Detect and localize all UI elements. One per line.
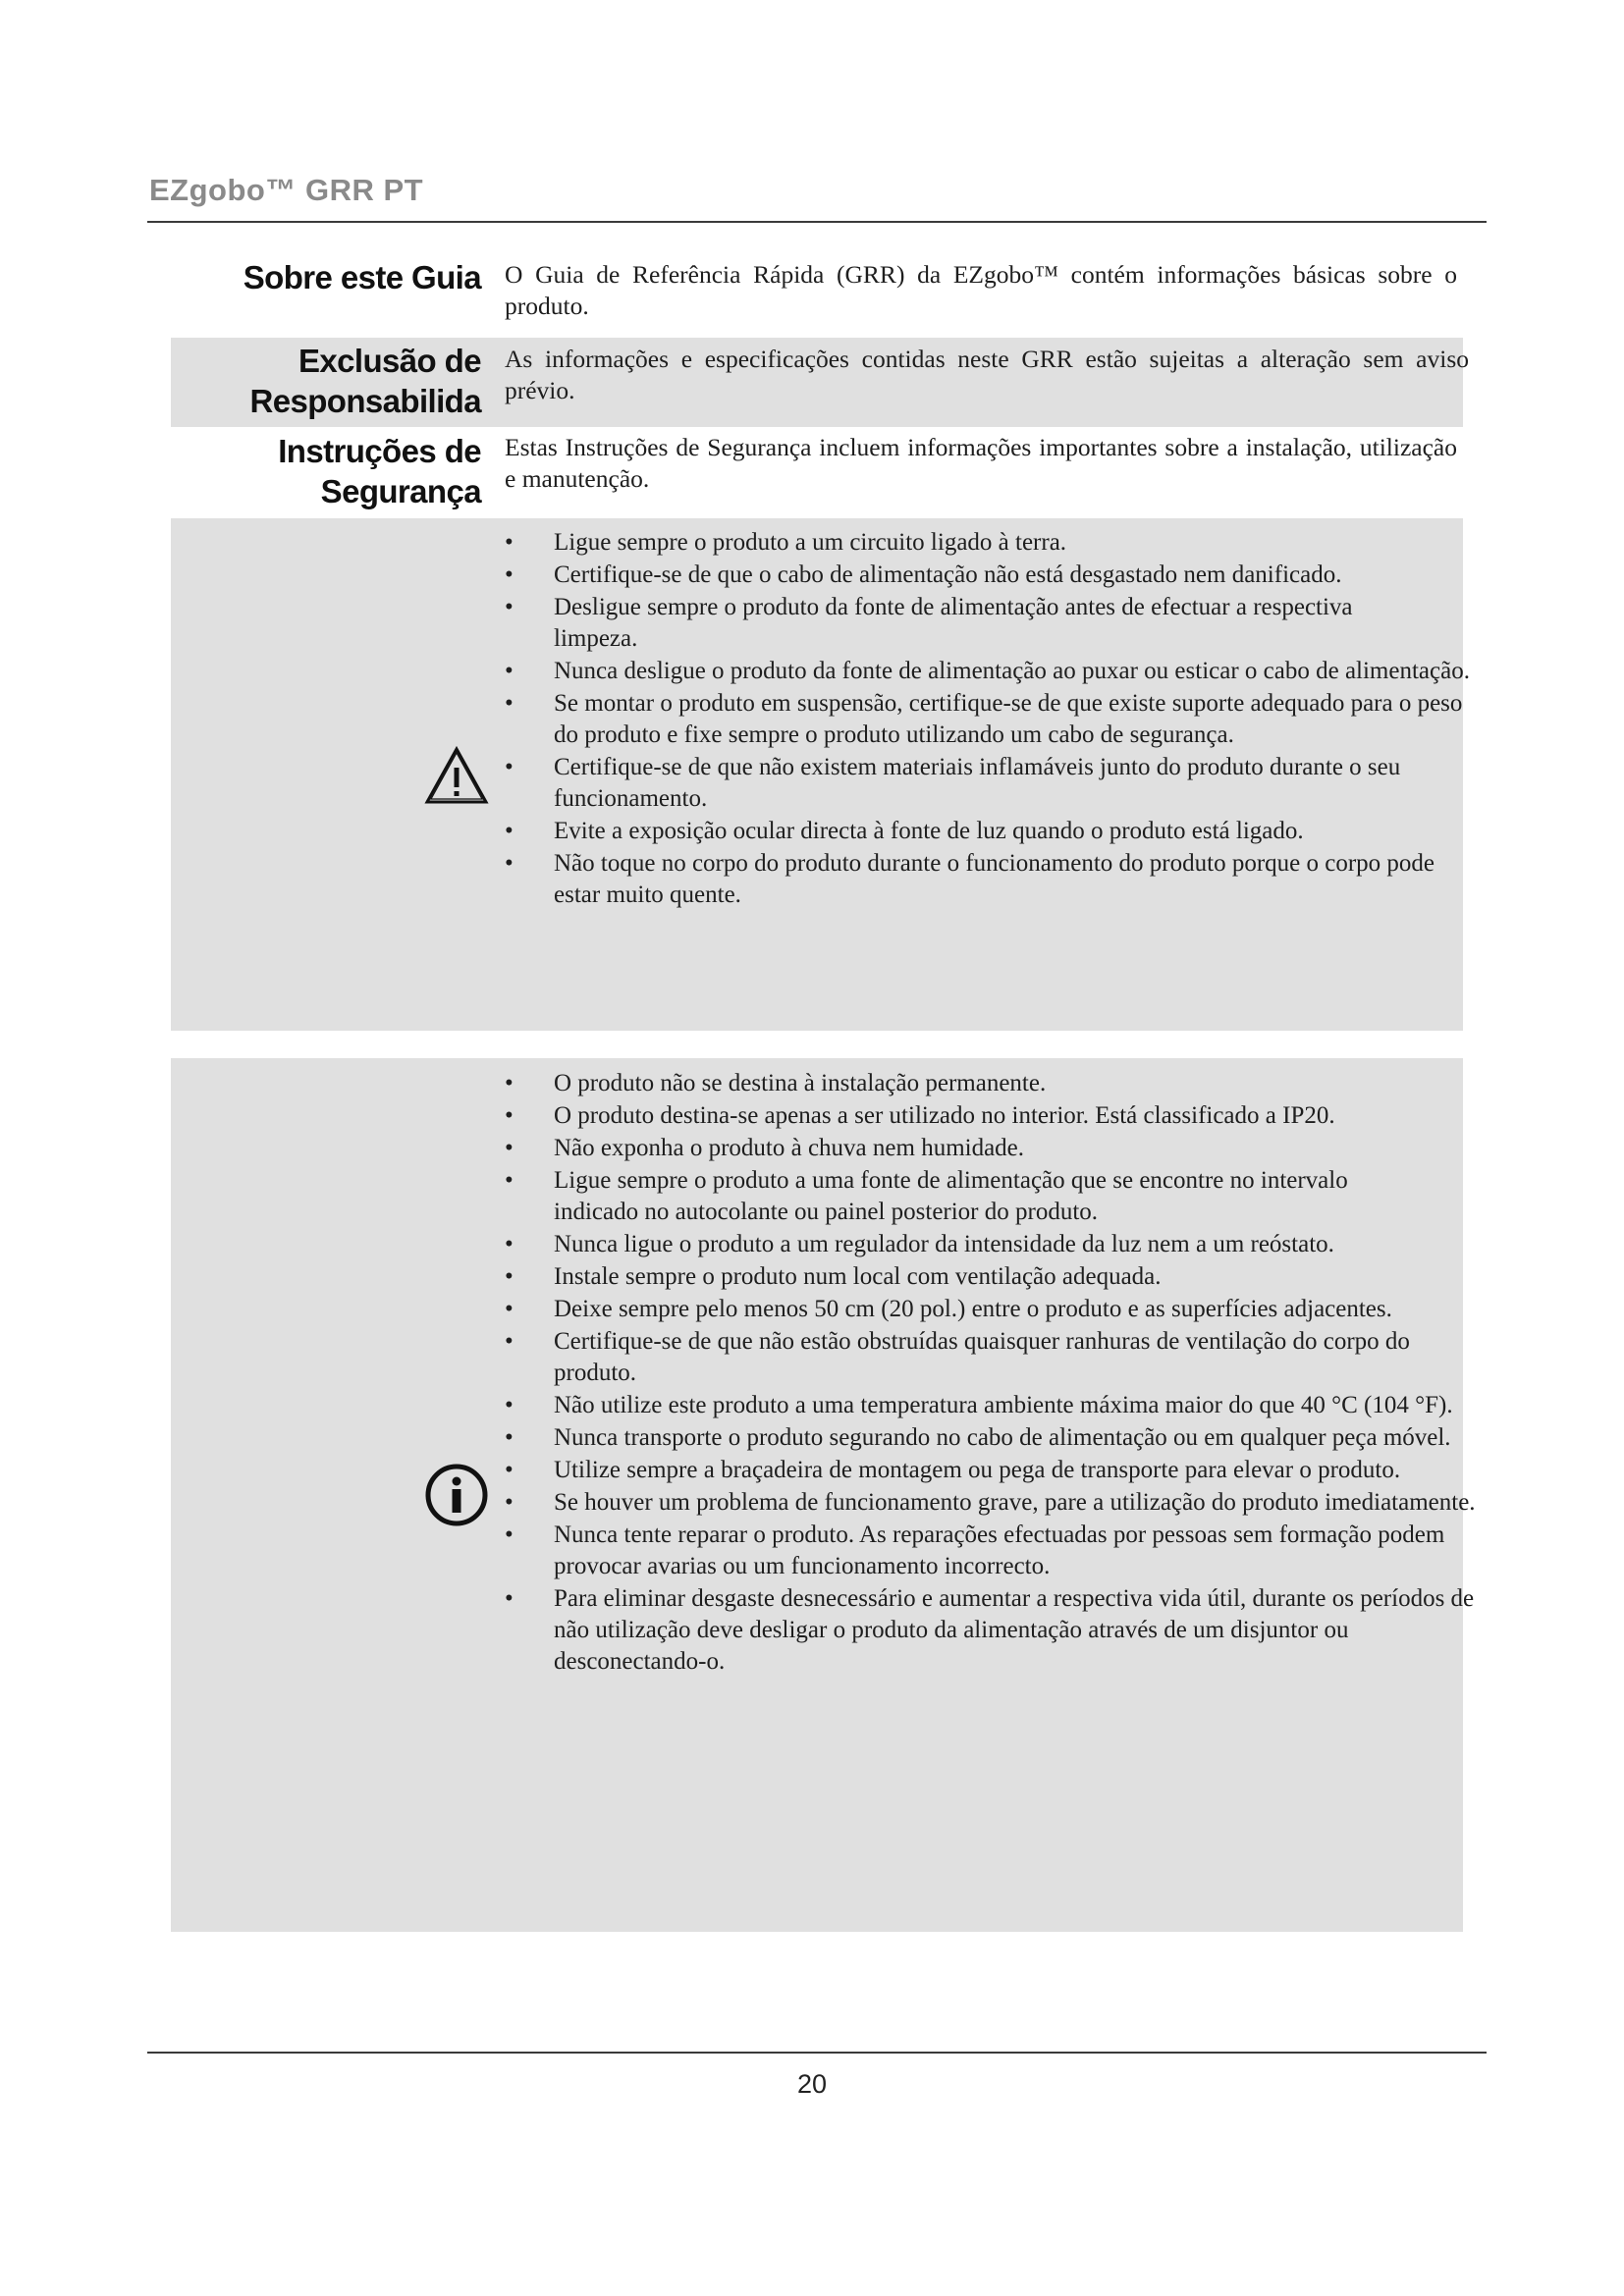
info-circle-icon xyxy=(424,1463,489,1527)
list-item: • Certifique-se de que o cabo de alimentação não está desgastado nem danificado. xyxy=(505,560,1477,591)
section-text-safety: Estas Instruções de Segurança incluem informações importantes sobre a instalação, utilização e manutenção. xyxy=(505,433,1457,493)
list-item: • Certifique-se de que não existem materiais inflamáveis junto do produto durante o seu funcionamento. xyxy=(505,752,1477,815)
section-title-safety-line2: Segurança xyxy=(320,473,481,509)
section-title-disclaimer xyxy=(250,341,482,421)
section-title-safety-line1: Instruções de xyxy=(278,433,481,469)
section-title-about xyxy=(244,257,481,297)
list-item: • Ligue sempre o produto a um circuito ligado à terra. xyxy=(505,527,1477,559)
section-text-about: O Guia de Referência Rápida (GRR) da EZgobo™ contém informações básicas sobre o produto. xyxy=(505,260,1457,320)
list-item: • O produto não se destina à instalação permanente. xyxy=(505,1068,1477,1099)
header-rule xyxy=(147,221,1487,223)
section-text-disclaimer: As informações e especificações contidas neste GRR estão sujeitas a alteração sem aviso prévio. xyxy=(505,345,1469,404)
list-item: • Ligue sempre o produto a uma fonte de alimentação que se encontre no intervalo indicado no autocolante ou painel posterior do produto. xyxy=(505,1165,1477,1228)
list-item: • Certifique-se de que não estão obstruídas quaisquer ranhuras de ventilação do corpo do produto. xyxy=(505,1326,1477,1389)
list-item: • Utilize sempre a braçadeira de montagem ou pega de transporte para elevar o produto. xyxy=(505,1455,1477,1486)
document-header-title: EZgobo™ GRR PT xyxy=(149,173,424,207)
list-item: • Não exponha o produto à chuva nem humidade. xyxy=(505,1133,1477,1164)
section-title-disclaimer-line2: Responsabilida xyxy=(249,383,481,419)
list-item: • O produto destina-se apenas a ser utilizado no interior. Está classificado a IP20. xyxy=(505,1100,1477,1132)
section-title-safety xyxy=(278,431,481,511)
list-item: • Desligue sempre o produto da fonte de alimentação antes de efectuar a respectiva limpeza. xyxy=(505,592,1477,655)
list-item: • Nunca tente reparar o produto. As reparações efectuadas por pessoas sem formação podem provocar avarias ou um funcionamento incorrecto. xyxy=(505,1520,1477,1582)
page-number: 20 xyxy=(796,2069,828,2099)
list-item: • Nunca transporte o produto segurando no cabo de alimentação ou em qualquer peça móvel. xyxy=(505,1422,1477,1454)
list-item: • Não utilize este produto a uma temperatura ambiente máxima maior do que 40 °C (104 °F). xyxy=(505,1390,1477,1421)
section-title-disclaimer-line1: Exclusão de xyxy=(298,343,481,379)
list-item: • Para eliminar desgaste desnecessário e aumentar a respectiva vida útil, durante os períodos de não utilização deve desligar o produto da alimentação através de um disjuntor ou desconectando-o. xyxy=(505,1583,1477,1678)
list-item: • Deixe sempre pelo menos 50 cm (20 pol.) entre o produto e as superfícies adjacentes. xyxy=(505,1294,1477,1325)
warning-list xyxy=(505,527,1477,912)
list-item: • Evite a exposição ocular directa à fonte de luz quando o produto está ligado. xyxy=(505,816,1477,847)
list-item: • Se montar o produto em suspensão, certifique-se de que existe suporte adequado para o peso do produto e fixe sempre o produto utilizando um cabo de segurança. xyxy=(505,688,1477,751)
list-item: • Nunca desligue o produto da fonte de alimentação ao puxar ou esticar o cabo de alimentação. xyxy=(505,656,1477,687)
list-item: • Instale sempre o produto num local com ventilação adequada. xyxy=(505,1261,1477,1293)
list-item: • Nunca ligue o produto a um regulador da intensidade da luz nem a um reóstato. xyxy=(505,1229,1477,1260)
section-title-about-text: Sobre este Guia xyxy=(243,259,481,295)
list-item: • Se houver um problema de funcionamento grave, pare a utilização do produto imediatamente. xyxy=(505,1487,1477,1519)
footer-rule xyxy=(147,2052,1487,2054)
info-list xyxy=(505,1068,1477,1679)
warning-triangle-icon xyxy=(424,746,489,805)
list-item: • Não toque no corpo do produto durante o funcionamento do produto porque o corpo pode estar muito quente. xyxy=(505,848,1477,911)
